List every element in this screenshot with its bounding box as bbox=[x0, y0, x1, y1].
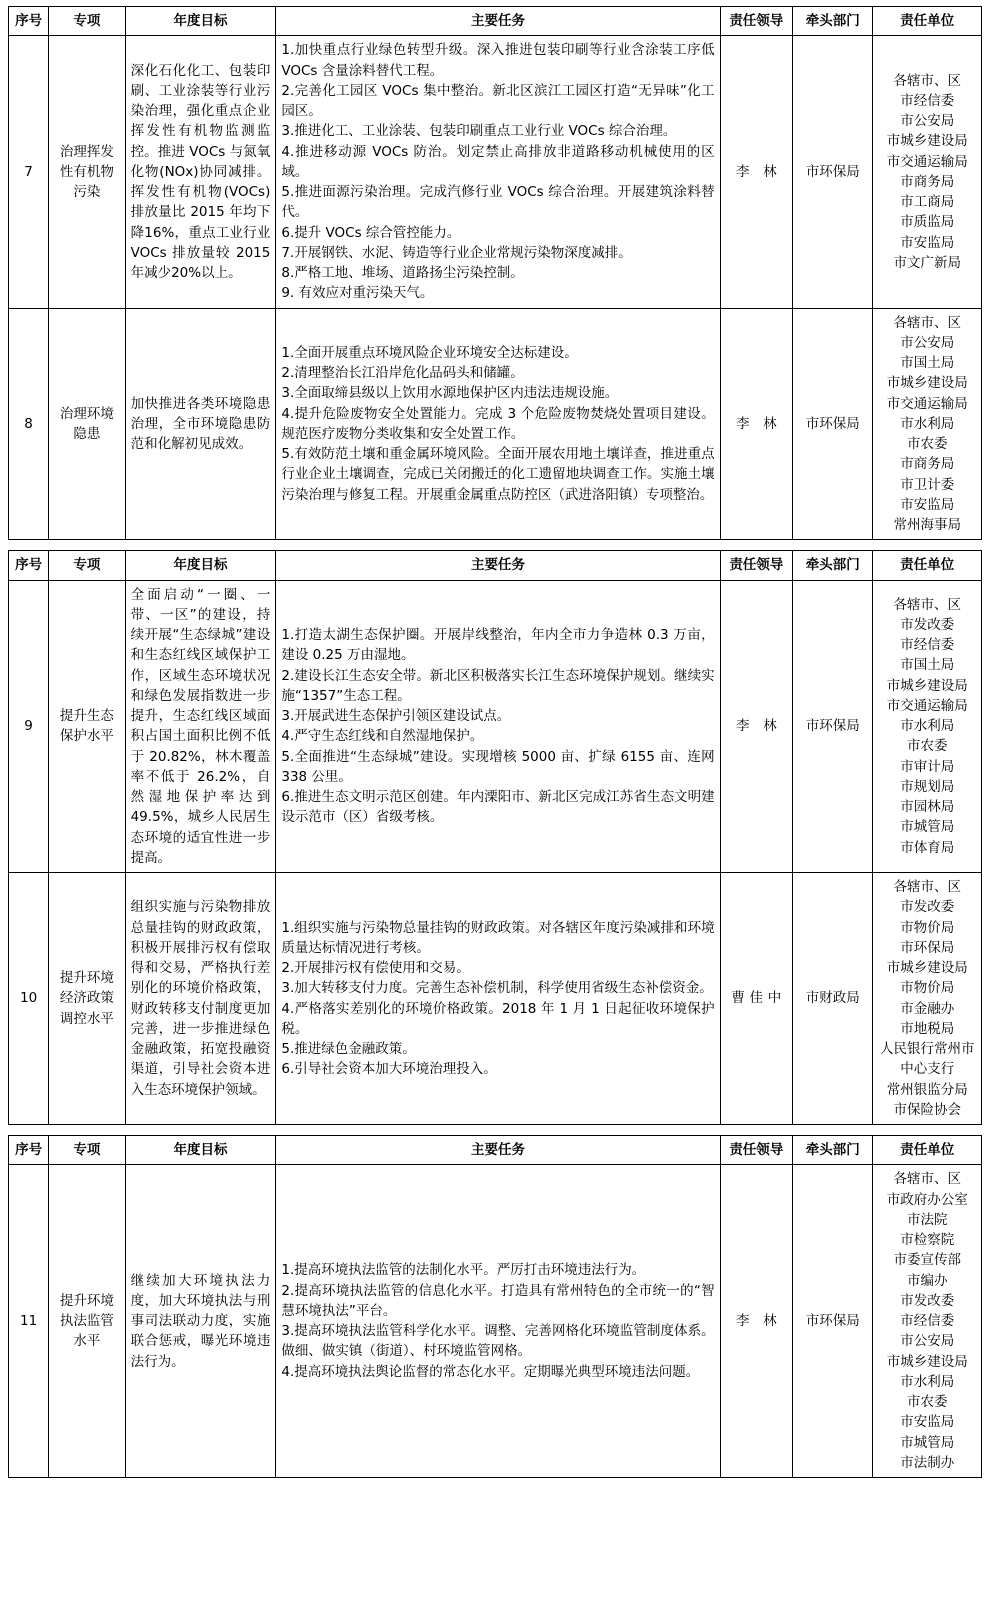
table-row bbox=[9, 580, 982, 873]
task-line: 2.开展排污权有偿使用和交易。 bbox=[281, 960, 470, 976]
task-line: 2.清理整治长江沿岸危化品码头和储罐。 bbox=[281, 365, 524, 382]
row-special-item: 治理挥发性有机物污染 bbox=[49, 36, 125, 308]
unit-line: 市委宣传部 bbox=[893, 1252, 961, 1269]
column-header: 责任单位 bbox=[873, 1136, 982, 1165]
unit-line: 市卫计委 bbox=[900, 476, 955, 493]
task-line: 5.全面推进“生态绿城”建设。实现增核 5000 亩、扩绿 6155 亩、连网 338 公里。 bbox=[281, 748, 715, 785]
unit-line: 市体育局 bbox=[900, 839, 955, 856]
unit-line: 市金融办 bbox=[900, 1000, 955, 1017]
unit-line: 市城乡建设局 bbox=[886, 375, 968, 392]
row-responsible-leader bbox=[720, 308, 792, 540]
task-line: 4.提高环境执法舆论监督的常态化水平。定期曝光典型环境违法问题。 bbox=[281, 1363, 700, 1380]
unit-line: 市安监局 bbox=[900, 234, 955, 251]
unit-line: 市公安局 bbox=[900, 1333, 955, 1350]
row-responsible-leader bbox=[720, 580, 792, 873]
unit-line: 市园林局 bbox=[900, 799, 955, 816]
unit-line: 市国土局 bbox=[900, 657, 955, 674]
unit-line: 市质监局 bbox=[900, 214, 955, 231]
column-header: 责任领导 bbox=[720, 1136, 792, 1165]
unit-line: 市水利局 bbox=[900, 718, 955, 735]
task-line: 3.加大转移支付力度。完善生态补偿机制，科学使用省级生态补偿资金。 bbox=[281, 980, 713, 997]
unit-line: 市发改委 bbox=[900, 899, 955, 916]
task-line: 4.提升危险废物安全处置能力。完成 3 个危险废物焚烧处置项目建设。规范医疗废物分类收集和安全处置工作。 bbox=[281, 405, 715, 442]
unit-line: 常州海事局 bbox=[893, 517, 961, 533]
unit-line: 市农委 bbox=[906, 738, 948, 755]
table-row bbox=[9, 36, 982, 308]
table-header-row bbox=[9, 551, 982, 580]
column-header: 牵头部门 bbox=[793, 551, 873, 580]
unit-line: 常州银监分局 bbox=[886, 1081, 968, 1098]
unit-line: 市农委 bbox=[906, 1394, 948, 1410]
column-header: 责任领导 bbox=[720, 551, 792, 580]
row-sequence-number: 10 bbox=[9, 873, 49, 1125]
column-header: 序号 bbox=[9, 1136, 49, 1165]
table-row bbox=[9, 308, 982, 540]
row-responsible-leader bbox=[720, 873, 792, 1125]
row-lead-department: 市环保局 bbox=[793, 36, 873, 308]
task-line: 1.组织实施与污染物总量挂钩的财政政策。对各辖区年度污染减排和环境质量达标情况进行考核。 bbox=[281, 919, 715, 956]
row-annual-goal: 加快推进各类环境隐患治理，全市环境隐患防范和化解初见成效。 bbox=[125, 308, 276, 540]
unit-line: 市城乡建设局 bbox=[886, 960, 968, 976]
row-responsible-units bbox=[873, 580, 982, 873]
unit-line: 市农委 bbox=[906, 436, 948, 452]
unit-line: 市商务局 bbox=[900, 456, 955, 473]
task-line: 2.完善化工园区 VOCs 集中整治。新北区滨江工园区打造“无异味”化工园区。 bbox=[281, 82, 715, 119]
unit-line: 市经信委 bbox=[900, 1313, 955, 1329]
row-annual-goal: 继续加大环境执法力度，加大环境执法与刑事司法联动力度，实施联合惩戒，曝光环境违法行为。 bbox=[125, 1165, 276, 1478]
row-annual-goal: 深化石化化工、包装印刷、工业涂装等行业污染治理，强化重点企业挥发性有机物监测监控。推进 VOCs 与氮氧化物(NOx)协同减排。挥发性有机物(VOCs)排放量比 2015 年均下降16%，重点工业行业 VOCs 排放量较 2015 年减少20%以上。 bbox=[125, 36, 276, 308]
task-line: 8.严格工地、堆场、道路扬尘污染控制。 bbox=[281, 265, 524, 281]
task-line: 6.引导社会资本加大环境治理投入。 bbox=[281, 1061, 497, 1078]
tables-root bbox=[8, 6, 982, 1478]
row-responsible-leader bbox=[720, 1165, 792, 1478]
unit-line: 各辖市、区 bbox=[893, 879, 961, 895]
unit-line: 市安监局 bbox=[900, 1414, 955, 1431]
task-line: 6.推进生态文明示范区创建。年内溧阳市、新北区完成江苏省生态文明建设示范市（区）省级考核。 bbox=[281, 789, 715, 826]
unit-line: 各辖市、区 bbox=[893, 72, 961, 89]
row-responsible-units bbox=[873, 308, 982, 540]
table-header-row bbox=[9, 1136, 982, 1165]
row-main-tasks bbox=[276, 308, 720, 540]
row-sequence-number: 11 bbox=[9, 1165, 49, 1478]
task-line: 6.提升 VOCs 综合管控能力。 bbox=[281, 224, 461, 241]
leader-name: 李 林 bbox=[735, 415, 782, 432]
leader-name: 李 林 bbox=[735, 1313, 782, 1329]
row-lead-department: 市环保局 bbox=[793, 580, 873, 873]
column-header: 责任单位 bbox=[873, 7, 982, 36]
column-header: 专项 bbox=[49, 7, 125, 36]
unit-line: 市城管局 bbox=[900, 1434, 955, 1451]
unit-line: 市政府办公室 bbox=[886, 1191, 968, 1208]
task-line: 4.严格落实差别化的环境价格政策。2018 年 1 月 1 日起征收环境保护税。 bbox=[281, 1000, 715, 1037]
unit-line: 市城乡建设局 bbox=[886, 1353, 968, 1370]
column-header: 主要任务 bbox=[276, 7, 720, 36]
task-line: 4.严守生态红线和自然湿地保护。 bbox=[281, 728, 484, 745]
task-line: 1.加快重点行业绿色转型升级。深入推进包装印刷等行业含涂装工序低 VOCs 含量涂料替代工程。 bbox=[281, 42, 715, 79]
unit-line: 市文广新局 bbox=[893, 254, 961, 271]
unit-line: 市环保局 bbox=[900, 939, 955, 956]
row-responsible-leader bbox=[720, 36, 792, 308]
unit-line: 市公安局 bbox=[900, 334, 955, 351]
leader-name: 李 林 bbox=[735, 718, 782, 735]
task-line: 2.提高环境执法监管的信息化水平。打造具有常州特色的全市统一的“智慧环境执法”平台。 bbox=[281, 1282, 715, 1319]
unit-line: 市城乡建设局 bbox=[886, 677, 968, 694]
table-row bbox=[9, 873, 982, 1125]
unit-line: 市法制办 bbox=[900, 1454, 955, 1471]
task-line: 1.全面开展重点环境风险企业环境安全达标建设。 bbox=[281, 344, 578, 361]
column-header: 年度目标 bbox=[125, 7, 276, 36]
task-table bbox=[8, 1135, 982, 1478]
task-line: 3.全面取缔县级以上饮用水源地保护区内违法违规设施。 bbox=[281, 385, 619, 402]
column-header: 责任领导 bbox=[720, 7, 792, 36]
row-sequence-number: 7 bbox=[9, 36, 49, 308]
column-header: 年度目标 bbox=[125, 1136, 276, 1165]
unit-line: 市物价局 bbox=[900, 980, 955, 997]
unit-line: 市公安局 bbox=[900, 113, 955, 130]
unit-line: 市交通运输局 bbox=[886, 153, 968, 170]
row-special-item: 提升生态保护水平 bbox=[49, 580, 125, 873]
row-sequence-number: 9 bbox=[9, 580, 49, 873]
row-main-tasks bbox=[276, 873, 720, 1125]
row-annual-goal: 全面启动“一圈、一带、一区”的建设，持续开展“生态绿城”建设和生态红线区域保护工作，区域生态环境状况和绿色发展指数进一步提升，生态红线区域面积占国土面积比例不低于 20.82%，林木覆盖率不低于 26.2%，自然湿地保护率达到 49.5%，城乡人民居生态环境的适宜性进一步提高。 bbox=[125, 580, 276, 873]
row-responsible-units bbox=[873, 1165, 982, 1478]
task-line: 1.提高环境执法监管的法制化水平。严厉打击环境违法行为。 bbox=[281, 1262, 646, 1279]
task-line: 3.开展武进生态保护引领区建设试点。 bbox=[281, 708, 511, 724]
unit-line: 市城乡建设局 bbox=[886, 133, 968, 150]
column-header: 年度目标 bbox=[125, 551, 276, 580]
row-lead-department: 市财政局 bbox=[793, 873, 873, 1125]
task-line: 5.推进面源污染治理。完成汽修行业 VOCs 综合治理。开展建筑涂料替代。 bbox=[281, 184, 715, 221]
task-line: 3.推进化工、工业涂装、包装印刷重点工业行业 VOCs 综合治理。 bbox=[281, 123, 677, 140]
task-line: 7.开展钢铁、水泥、铸造等行业企业常规污染物深度减排。 bbox=[281, 244, 632, 261]
unit-line: 各辖市、区 bbox=[893, 1171, 961, 1188]
unit-line: 市保险协会 bbox=[893, 1101, 961, 1118]
task-table bbox=[8, 550, 982, 1125]
column-header: 专项 bbox=[49, 551, 125, 580]
unit-line: 市城管局 bbox=[900, 819, 955, 836]
column-header: 专项 bbox=[49, 1136, 125, 1165]
unit-line: 市审计局 bbox=[900, 758, 955, 775]
unit-line: 市交通运输局 bbox=[886, 697, 968, 714]
row-lead-department: 市环保局 bbox=[793, 1165, 873, 1478]
row-special-item: 治理环境隐患 bbox=[49, 308, 125, 540]
row-responsible-units bbox=[873, 873, 982, 1125]
task-table bbox=[8, 6, 982, 540]
column-header: 牵头部门 bbox=[793, 7, 873, 36]
unit-line: 市国土局 bbox=[900, 355, 955, 371]
task-line: 1.打造太湖生态保护圈。开展岸线整治，年内全市力争造林 0.3 万亩，建设 0.25 万由湿地。 bbox=[281, 627, 715, 664]
row-special-item: 提升环境经济政策调控水平 bbox=[49, 873, 125, 1125]
unit-line: 各辖市、区 bbox=[893, 596, 961, 613]
column-header: 主要任务 bbox=[276, 551, 720, 580]
row-special-item: 提升环境执法监管水平 bbox=[49, 1165, 125, 1478]
task-line: 3.提高环境执法监管科学化水平。调整、完善网格化环境监管制度体系。做细、做实镇（街道）、村环境监管网格。 bbox=[281, 1323, 715, 1360]
unit-line: 市物价局 bbox=[900, 919, 955, 936]
unit-line: 市水利局 bbox=[900, 415, 955, 432]
column-header: 牵头部门 bbox=[793, 1136, 873, 1165]
table-header-row bbox=[9, 7, 982, 36]
table-row bbox=[9, 1165, 982, 1478]
unit-line: 市发改委 bbox=[900, 616, 955, 633]
unit-line: 市发改委 bbox=[900, 1292, 955, 1309]
row-main-tasks bbox=[276, 1165, 720, 1478]
unit-line: 市检察院 bbox=[900, 1232, 955, 1248]
column-header: 序号 bbox=[9, 7, 49, 36]
row-lead-department: 市环保局 bbox=[793, 308, 873, 540]
row-sequence-number: 8 bbox=[9, 308, 49, 540]
unit-line: 人民银行常州市中心支行 bbox=[879, 1041, 975, 1078]
column-header: 序号 bbox=[9, 551, 49, 580]
task-line: 4.推进移动源 VOCs 防治。划定禁止高排放非道路移动机械使用的区域。 bbox=[281, 143, 715, 180]
unit-line: 市法院 bbox=[906, 1211, 948, 1228]
unit-line: 市经信委 bbox=[900, 92, 955, 109]
leader-name: 李 林 bbox=[735, 163, 782, 180]
task-line: 5.推进绿色金融政策。 bbox=[281, 1041, 416, 1057]
row-annual-goal: 组织实施与污染物排放总量挂钩的财政政策，积极开展排污权有偿取得和交易，严格执行差别化的环境价格政策，财政转移支付制度更加完善，进一步推进绿色金融政策，拓宽投融资渠道，引导社会资本进入生态环境保护领域。 bbox=[125, 873, 276, 1125]
row-responsible-units bbox=[873, 36, 982, 308]
unit-line: 市经信委 bbox=[900, 637, 955, 654]
unit-line: 各辖市、区 bbox=[893, 314, 961, 331]
row-main-tasks bbox=[276, 580, 720, 873]
unit-line: 市规划局 bbox=[900, 778, 955, 795]
task-line: 9. 有效应对重污染天气。 bbox=[281, 285, 434, 302]
task-line: 5.有效防范土壤和重金属环境风险。全面开展农用地土壤详查，推进重点行业企业土壤调查，完成已关闭搬迁的化工遗留地块调查工作。实施土壤污染治理与修复工程。开展重金属重点防控区（武进洛阳镇）专项整治。 bbox=[281, 446, 715, 503]
unit-line: 市编办 bbox=[906, 1272, 948, 1289]
unit-line: 市商务局 bbox=[900, 173, 955, 190]
unit-line: 市交通运输局 bbox=[886, 395, 968, 412]
column-header: 主要任务 bbox=[276, 1136, 720, 1165]
row-main-tasks bbox=[276, 36, 720, 308]
leader-name: 曹佳中 bbox=[731, 990, 787, 1007]
unit-line: 市工商局 bbox=[900, 194, 955, 211]
unit-line: 市地税局 bbox=[900, 1020, 955, 1037]
unit-line: 市水利局 bbox=[900, 1373, 955, 1390]
task-line: 2.建设长江生态安全带。新北区积极落实长江生态环境保护规划。继续实施“1357”生态工程。 bbox=[281, 667, 715, 704]
column-header: 责任单位 bbox=[873, 551, 982, 580]
unit-line: 市安监局 bbox=[900, 496, 955, 513]
